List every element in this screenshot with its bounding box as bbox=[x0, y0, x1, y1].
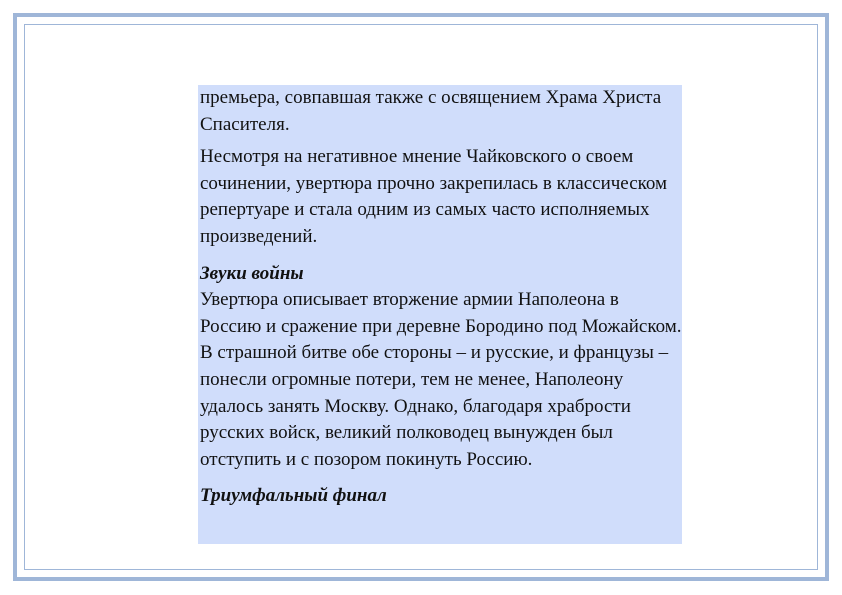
paragraph-premiere: премьера, совпавшая также с освящением Храма Христа Спасителя. bbox=[200, 87, 662, 135]
paragraph-napoleon-invasion: Увертюра описывает вторжение армии Наполеона в Россию и сражение при деревне Бородино под Можайском. В страшной битве обе стороны – и русские, и французы – понесли огромные потери, тем не менее, Наполеону удалось занять Москву. Однако, благодаря храбрости русских войск, великий полководец вынужден был отступить и с позором покинуть Россию. bbox=[200, 289, 682, 470]
paragraph-repertoire: Несмотря на негативное мнение Чайковского о своем сочинении, увертюра прочно закрепилась в классическом репертуаре и стала одним из самых часто исполняемых произведений. bbox=[200, 146, 668, 247]
heading-sounds-of-war: Звуки войны bbox=[200, 262, 304, 284]
text-block bbox=[198, 85, 682, 544]
heading-triumphant-finale: Триумфальный финал bbox=[200, 485, 387, 507]
